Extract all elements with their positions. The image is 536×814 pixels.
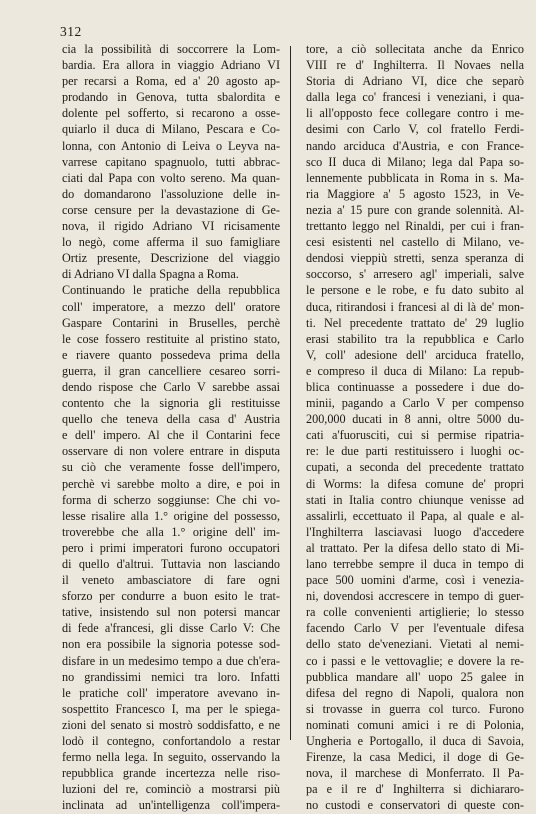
text-line: non era possibile la signoria potesse sod-: [62, 637, 280, 652]
text-line: cupati, a seconda del precedente trattato: [306, 460, 524, 475]
text-line: blica continuasse a possedere i due do-: [306, 379, 524, 394]
text-line: tore, a ciò sollecitata anche da Enrico: [306, 42, 524, 56]
text-line: trettanto leggo nel Rinaldi, per cui i fran-: [306, 219, 524, 234]
text-line: coll' imperatore, a mezzo dell' oratore: [62, 299, 280, 314]
text-line: cesi esistenti nel castello di Milano, ve-: [306, 235, 524, 250]
text-line: ra colle convenienti artiglierie; lo stesso: [306, 605, 524, 620]
text-line: assalirli, eccettuato il Papa, al quale e al-: [306, 508, 524, 523]
left-text-column: [62, 41, 280, 814]
text-line: facendo Carlo V per l'eventuale difesa: [306, 621, 524, 636]
text-line: di quello d'altrui. Tuttavia non lasciando: [62, 557, 280, 571]
text-line: lonna, con Antonio di Leiva o Leyva na-: [62, 138, 280, 153]
text-line: dendo rispose che Carlo V sarebbe assai: [62, 379, 280, 394]
text-line: perchè vi sarebbe molto a dire, e poi in: [62, 476, 280, 491]
text-line: Firenze, la casa Medici, il doge di Ge-: [306, 750, 524, 765]
text-line: le persone e le robe, e fu dato subito al: [306, 283, 524, 298]
text-line: 200,000 ducati in 8 anni, oltre 5000 du-: [306, 412, 524, 427]
text-line: le cose fossero restituite al pristino stato,: [62, 331, 280, 346]
text-line: e compreso il duca di Milano: La repub-: [306, 363, 524, 378]
text-line: difesa del regno di Napoli, qualora non: [306, 685, 524, 700]
text-line: lo negò, come afferma il suo famigliare: [62, 235, 280, 250]
text-line: ti. Nel precedente trattato de' 29 luglio: [306, 315, 524, 330]
text-line: nominati comuni amici i re di Polonia,: [306, 717, 524, 732]
text-line: ria Maggiore a' 5 agosto 1523, in Ve-: [306, 186, 524, 201]
text-line: dolente pel sofferto, si recarono a osse-: [62, 106, 280, 121]
text-line: per recarsi a Roma, ed a' 20 agosto ap-: [62, 74, 280, 89]
text-line: nova, il rigido Adriano VI ricisamente: [62, 219, 280, 234]
text-line: ni, dovendosi accrescere in tempo di guer-: [306, 589, 524, 604]
text-line: nezia a' 15 pure con grande solennità. Al-: [306, 202, 524, 217]
text-line: lesse risalire alla 1.° origine del possesso,: [62, 508, 280, 523]
text-line: Gaspare Contarini in Bruselles, perchè: [62, 315, 280, 330]
text-line: stati in Italia contro chiunque venisse ad: [306, 492, 524, 507]
text-line: pa e il re d' Inghilterra si dichiararo-: [306, 782, 524, 797]
text-line: dendosi vieppiù stretti, senza speranza di: [306, 251, 524, 266]
text-line: pero i primi imperatori furono occupatori: [62, 540, 280, 555]
text-line: sospettito Francesco I, ma per le spiega-: [62, 701, 280, 716]
text-line: al trattato. Per la difesa dello stato di Mi-: [306, 540, 524, 555]
text-line: nando arciduca d'Austria, e con France-: [306, 138, 524, 153]
text-line: nova, il marchese di Monferrato. Il Pa-: [306, 766, 524, 781]
text-line: osservare di non volere entrare in disputa: [62, 444, 280, 459]
text-line: di Adriano VI dalla Spagna a Roma.: [62, 267, 239, 282]
text-line: lennemente pubblicata in Roma in s. Ma-: [306, 170, 524, 185]
text-line: l'Inghilterra lasciavasi luogo d'accedere: [306, 524, 524, 539]
text-line: forma di scherzo soggiunse: Che chi vo-: [62, 492, 280, 507]
text-line: di Worms: la difesa comune de' propri: [306, 476, 524, 491]
text-line: Continuando le pratiche della repubblica: [62, 283, 280, 298]
text-line: lodò il contegno, confortandolo a restar: [62, 734, 280, 749]
text-line: re: le due parti restituissero i luoghi oc-: [306, 444, 524, 459]
text-line: disfare in un medesimo tempo a due ch'era-: [62, 653, 280, 668]
text-line: Ungheria e Portogallo, il duca di Savoia,: [306, 734, 524, 749]
text-line: cia la possibilità di soccorrere la Lom-: [62, 42, 280, 56]
text-line: VIII re d' Inghilterra. Il Novaes nella: [306, 58, 524, 73]
text-line: repubblica grande incertezza nelle riso-: [62, 766, 280, 781]
text-line: erasi stabilito tra la repubblica e Carlo: [306, 331, 524, 346]
text-line: e dell' impero. Al che il Contarini fece: [62, 428, 280, 443]
text-line: il veneto ambasciatore di fare ogni: [62, 573, 280, 588]
text-line: guerra, il gran cancelliere cesareo sorri-: [62, 363, 280, 378]
text-line: bardia. Era allora in viaggio Adriano VI: [62, 58, 280, 73]
text-line: quiarlo il duca di Milano, Pescara e Co-: [62, 122, 280, 137]
text-line: si trovasse in guerra col turco. Furono: [306, 701, 524, 716]
text-line: ciati dal Papa con volto sereno. Ma quan-: [62, 170, 280, 185]
text-line: su ciò che veramente fosse dell'impero,: [62, 460, 280, 475]
text-line: troverebbe che alla 1.° origine dell' im-: [62, 524, 280, 539]
text-line: dalla lega co' francesi i veneziani, i qua-: [306, 90, 524, 105]
text-line: pubblica mandare all' uopo 25 galee in: [306, 669, 524, 684]
right-text-column: [306, 41, 524, 814]
text-line: li all'opposto fece collegare contro i me-: [306, 106, 524, 121]
page-number: 312: [60, 24, 82, 39]
text-line: quello che teneva della casa d' Austria: [62, 412, 280, 427]
text-line: desimi con Carlo V, col fratello Ferdi-: [306, 122, 524, 137]
text-line: Ortiz presente, Descrizione del viaggio: [62, 251, 280, 266]
text-line: le pratiche coll' imperatore avevano in-: [62, 685, 280, 700]
text-line: varrese capitano spagnuolo, tutti abbrac-: [62, 154, 280, 169]
text-line: sforzo per condurre a buon esito le trat-: [62, 589, 280, 604]
text-line: cati a'fuorusciti, cui si permise ripatria-: [306, 428, 524, 443]
text-line: soccorso, s' arresero agl' imperiali, salve: [306, 267, 524, 282]
text-line: dello stato de'veneziani. Vietati al nemi-: [306, 637, 524, 652]
text-line: no custodi e conservatori di queste con-: [306, 798, 524, 813]
text-line: inclinata ad un'intelligenza coll'impera-: [62, 798, 280, 813]
text-line: lano terrebbe sempre il duca in tempo di: [306, 557, 524, 571]
text-line: do domandarono l'assoluzione delle in-: [62, 186, 280, 201]
text-line: contento che la signoria gli restituisse: [62, 396, 280, 411]
text-line: no grandissimi nemici tra loro. Infatti: [62, 669, 280, 684]
text-line: pace 500 uomini d'arme, così i venezia-: [306, 573, 524, 588]
column-divider: [290, 46, 291, 740]
text-line: Storia di Adriano VI, dice che separò: [306, 74, 524, 89]
text-line: zioni del senato si mostrò soddisfatto, e ne: [62, 717, 280, 732]
text-line: luzioni del re, cominciò a mostrarsi più: [62, 782, 280, 797]
text-line: duca, ritirandosi i francesi al di là de' mon-: [306, 299, 524, 314]
text-line: minii, pagando a Carlo V per compenso: [306, 396, 524, 411]
text-line: prodando in Genova, tutta sbalordita e: [62, 90, 280, 105]
text-line: tative, insistendo sul non potersi mancar: [62, 605, 280, 620]
text-line: fermo nella lega. In seguito, osservando la: [62, 750, 280, 765]
text-line: sco II duca di Milano; lega dal Papa so-: [306, 154, 524, 169]
text-line: corse censure per la devastazione di Ge-: [62, 202, 280, 217]
text-line: di fede a'francesi, gli disse Carlo V: Che: [62, 621, 280, 636]
text-line: e riavere quanto possedeva prima della: [62, 347, 280, 362]
text-line: V, coll' adesione dell' arciduca fratello,: [306, 347, 524, 362]
text-line: co i passi e le vettovaglie; e dovere la re-: [306, 653, 524, 668]
